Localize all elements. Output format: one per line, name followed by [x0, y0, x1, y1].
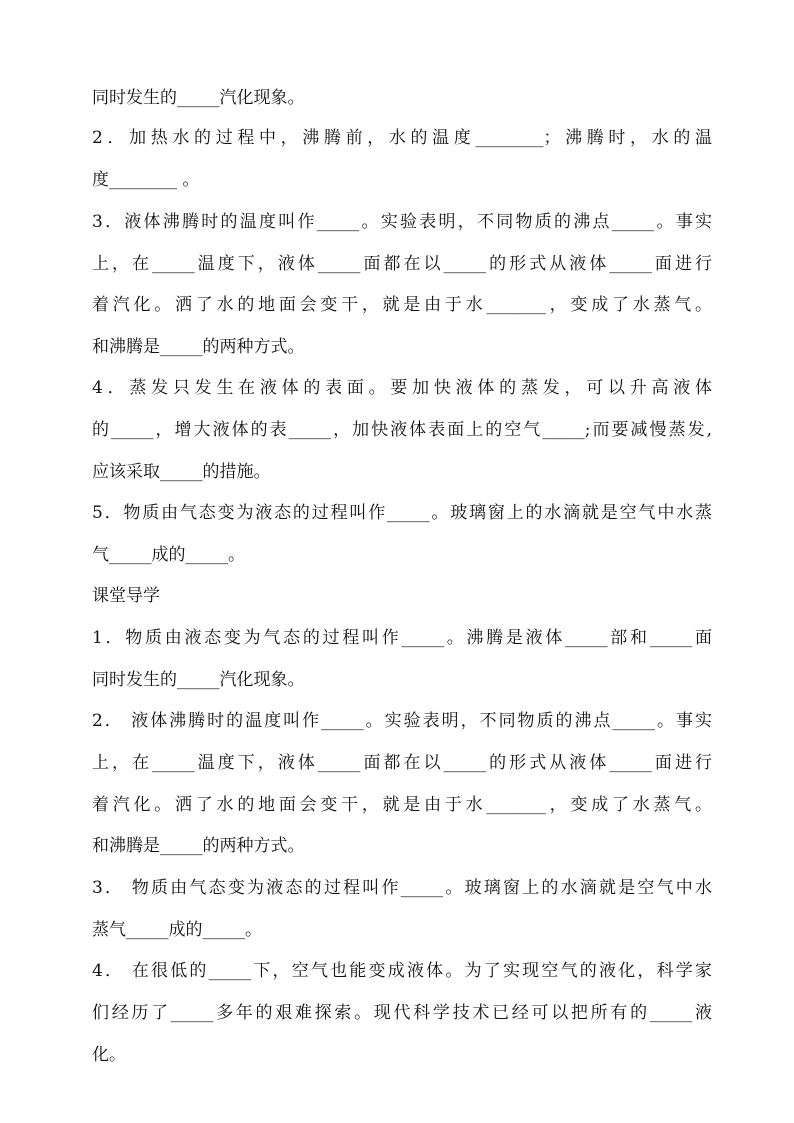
section-heading: 课堂导学 — [92, 586, 160, 606]
text-line: 上，在_____温度下，液体_____面都在以_____的形式从液体_____面进行 — [92, 753, 712, 773]
text-line: 4． 在很低的_____下，空气也能变成液体。为了实现空气的液化，科学家 — [92, 961, 712, 981]
text-line: 化。 — [92, 1045, 126, 1065]
text-line: 和沸腾是_____的两种方式。 — [92, 337, 305, 357]
text-line: 着汽化。洒了水的地面会变干，就是由于水_______，变成了水蒸气。 — [92, 795, 712, 815]
text-line: 的_____，增大液体的表_____，加快液体表面上的空气_____;而要减慢蒸发, — [92, 420, 712, 440]
text-line: 同时发生的_____汽化现象。 — [92, 88, 305, 108]
text-line: 同时发生的_____汽化现象。 — [92, 670, 305, 690]
text-line: 4．蒸发只发生在液体的表面。要加快液体的蒸发，可以升高液体 — [92, 378, 712, 398]
text-line: 气_____成的_____。 — [92, 545, 245, 565]
text-line: 蒸气_____成的_____。 — [92, 920, 262, 940]
text-line: 2．加热水的过程中，沸腾前，水的温度________；沸腾时，水的温 — [92, 128, 712, 148]
text-line: 5．物质由气态变为液态的过程叫作_____。玻璃窗上的水滴就是空气中水蒸 — [92, 503, 712, 523]
text-line: 和沸腾是_____的两种方式。 — [92, 836, 305, 856]
text-line: 应该采取_____的措施。 — [92, 462, 271, 482]
text-line: 3． 物质由气态变为液态的过程叫作_____。玻璃窗上的水滴就是空气中水 — [92, 878, 712, 898]
text-line: 度________ 。 — [92, 170, 200, 190]
text-line: 着汽化。洒了水的地面会变干，就是由于水_______，变成了水蒸气。 — [92, 295, 712, 315]
text-line: 2． 液体沸腾时的温度叫作_____。实验表明，不同物质的沸点_____。事实 — [92, 711, 712, 731]
text-line: 上，在_____温度下，液体_____面都在以_____的形式从液体_____面进行 — [92, 254, 712, 274]
text-line: 们经历了_____多年的艰难探索。现代科学技术已经可以把所有的_____液 — [92, 1003, 712, 1023]
text-line: 3．液体沸腾时的温度叫作_____。实验表明，不同物质的沸点_____。事实 — [92, 212, 712, 232]
text-line: 1．物质由液态变为气态的过程叫作_____。沸腾是液体_____部和_____面 — [92, 628, 712, 648]
